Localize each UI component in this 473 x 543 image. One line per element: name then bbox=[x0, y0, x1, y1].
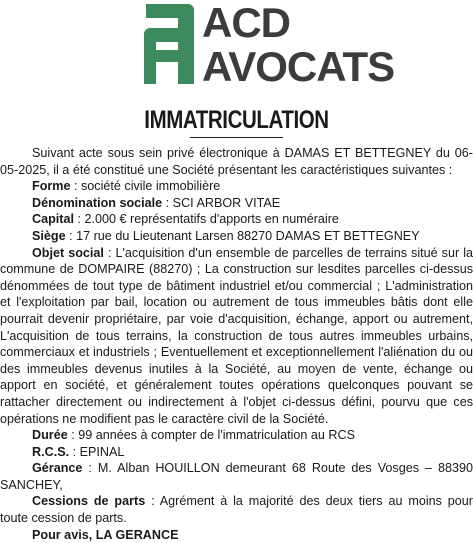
field-value: : société civile immobilière bbox=[70, 179, 221, 194]
field-gerance bbox=[0, 460, 473, 493]
field-label: Dénomination sociale bbox=[32, 195, 163, 210]
field-objet-social bbox=[0, 245, 473, 428]
title-divider bbox=[190, 137, 283, 138]
field-duree bbox=[0, 427, 473, 444]
field-value: : EPINAL bbox=[69, 444, 125, 459]
field-label: Capital bbox=[32, 212, 74, 227]
field-value: : SCI ARBOR VITAE bbox=[162, 195, 281, 210]
field-cessions bbox=[0, 493, 473, 526]
field-label: Cessions de parts bbox=[32, 494, 146, 509]
field-value: : L'acquisition d'un ensemble de parcelles de terrains situé sur la commune de DOMPAIRE (88270) ; La construction sur lesdites parcelles ci-dessus dénommées de tout type de bâtiment industriel et/ou commercial ; L'administration et l'exploitation par bail, location ou autrement de tous immeubles bâtis dont elle pourrait devenir propriétaire, par voie d'acquisition, échange, apport ou autrement, L'acquisition de tous terrains, la construction de tous autres immeubles urbains, commerciaux et industriels ; Eventuellement et exceptionnellement l'aliénation du ou des immeubles devenus inutiles à la Société, au moyen de vente, échange ou apport en société, et généralement toutes opérations quelconques pouvant se rattacher directement ou indirectement à l'objet ci-dessus défini, pourvu que ces opérations ne modifient pas le caractère civil de la Société. bbox=[0, 245, 473, 426]
field-rcs bbox=[0, 444, 473, 461]
logo-text-avocats: AVOCATS bbox=[202, 43, 395, 90]
logo-text-acd: ACD bbox=[202, 0, 290, 46]
field-label: Gérance bbox=[32, 461, 83, 476]
field-forme bbox=[0, 178, 473, 195]
field-label: R.C.S. bbox=[32, 444, 70, 459]
field-value: : M. Alban HOUILLON demeurant 68 Route des Vosges – 88390 SANCHEY, bbox=[0, 461, 473, 492]
notice-body bbox=[0, 145, 473, 543]
field-value: : 17 rue du Lieutenant Larsen 88270 DAMAS ET BETTEGNEY bbox=[65, 228, 420, 243]
logo bbox=[140, 0, 395, 92]
field-label: Objet social bbox=[32, 245, 104, 260]
field-capital bbox=[0, 211, 473, 228]
field-label: Siège bbox=[32, 228, 66, 243]
field-value: : 2.000 € représentatifs d'apports en numéraire bbox=[74, 212, 339, 227]
intro-paragraph: Suivant acte sous sein privé électronique à DAMAS ET BETTEGNEY du 06-05-2025, il a été constitué une Société présentant les caractéristiques suivantes : bbox=[0, 146, 473, 177]
field-denomination bbox=[0, 195, 473, 212]
signature: Pour avis, LA GERANCE bbox=[32, 527, 179, 542]
acd-logo-mark-icon bbox=[140, 0, 196, 90]
field-value: : Agrément à la majorité des deux tiers au moins pour toute cession de parts. bbox=[0, 494, 473, 526]
field-label: Forme bbox=[32, 179, 71, 194]
page-title: IMMATRICULATION bbox=[144, 106, 329, 134]
field-siege bbox=[0, 228, 473, 245]
field-label: Durée bbox=[32, 428, 68, 443]
field-value: : 99 années à compter de l'immatriculation au RCS bbox=[67, 428, 356, 443]
